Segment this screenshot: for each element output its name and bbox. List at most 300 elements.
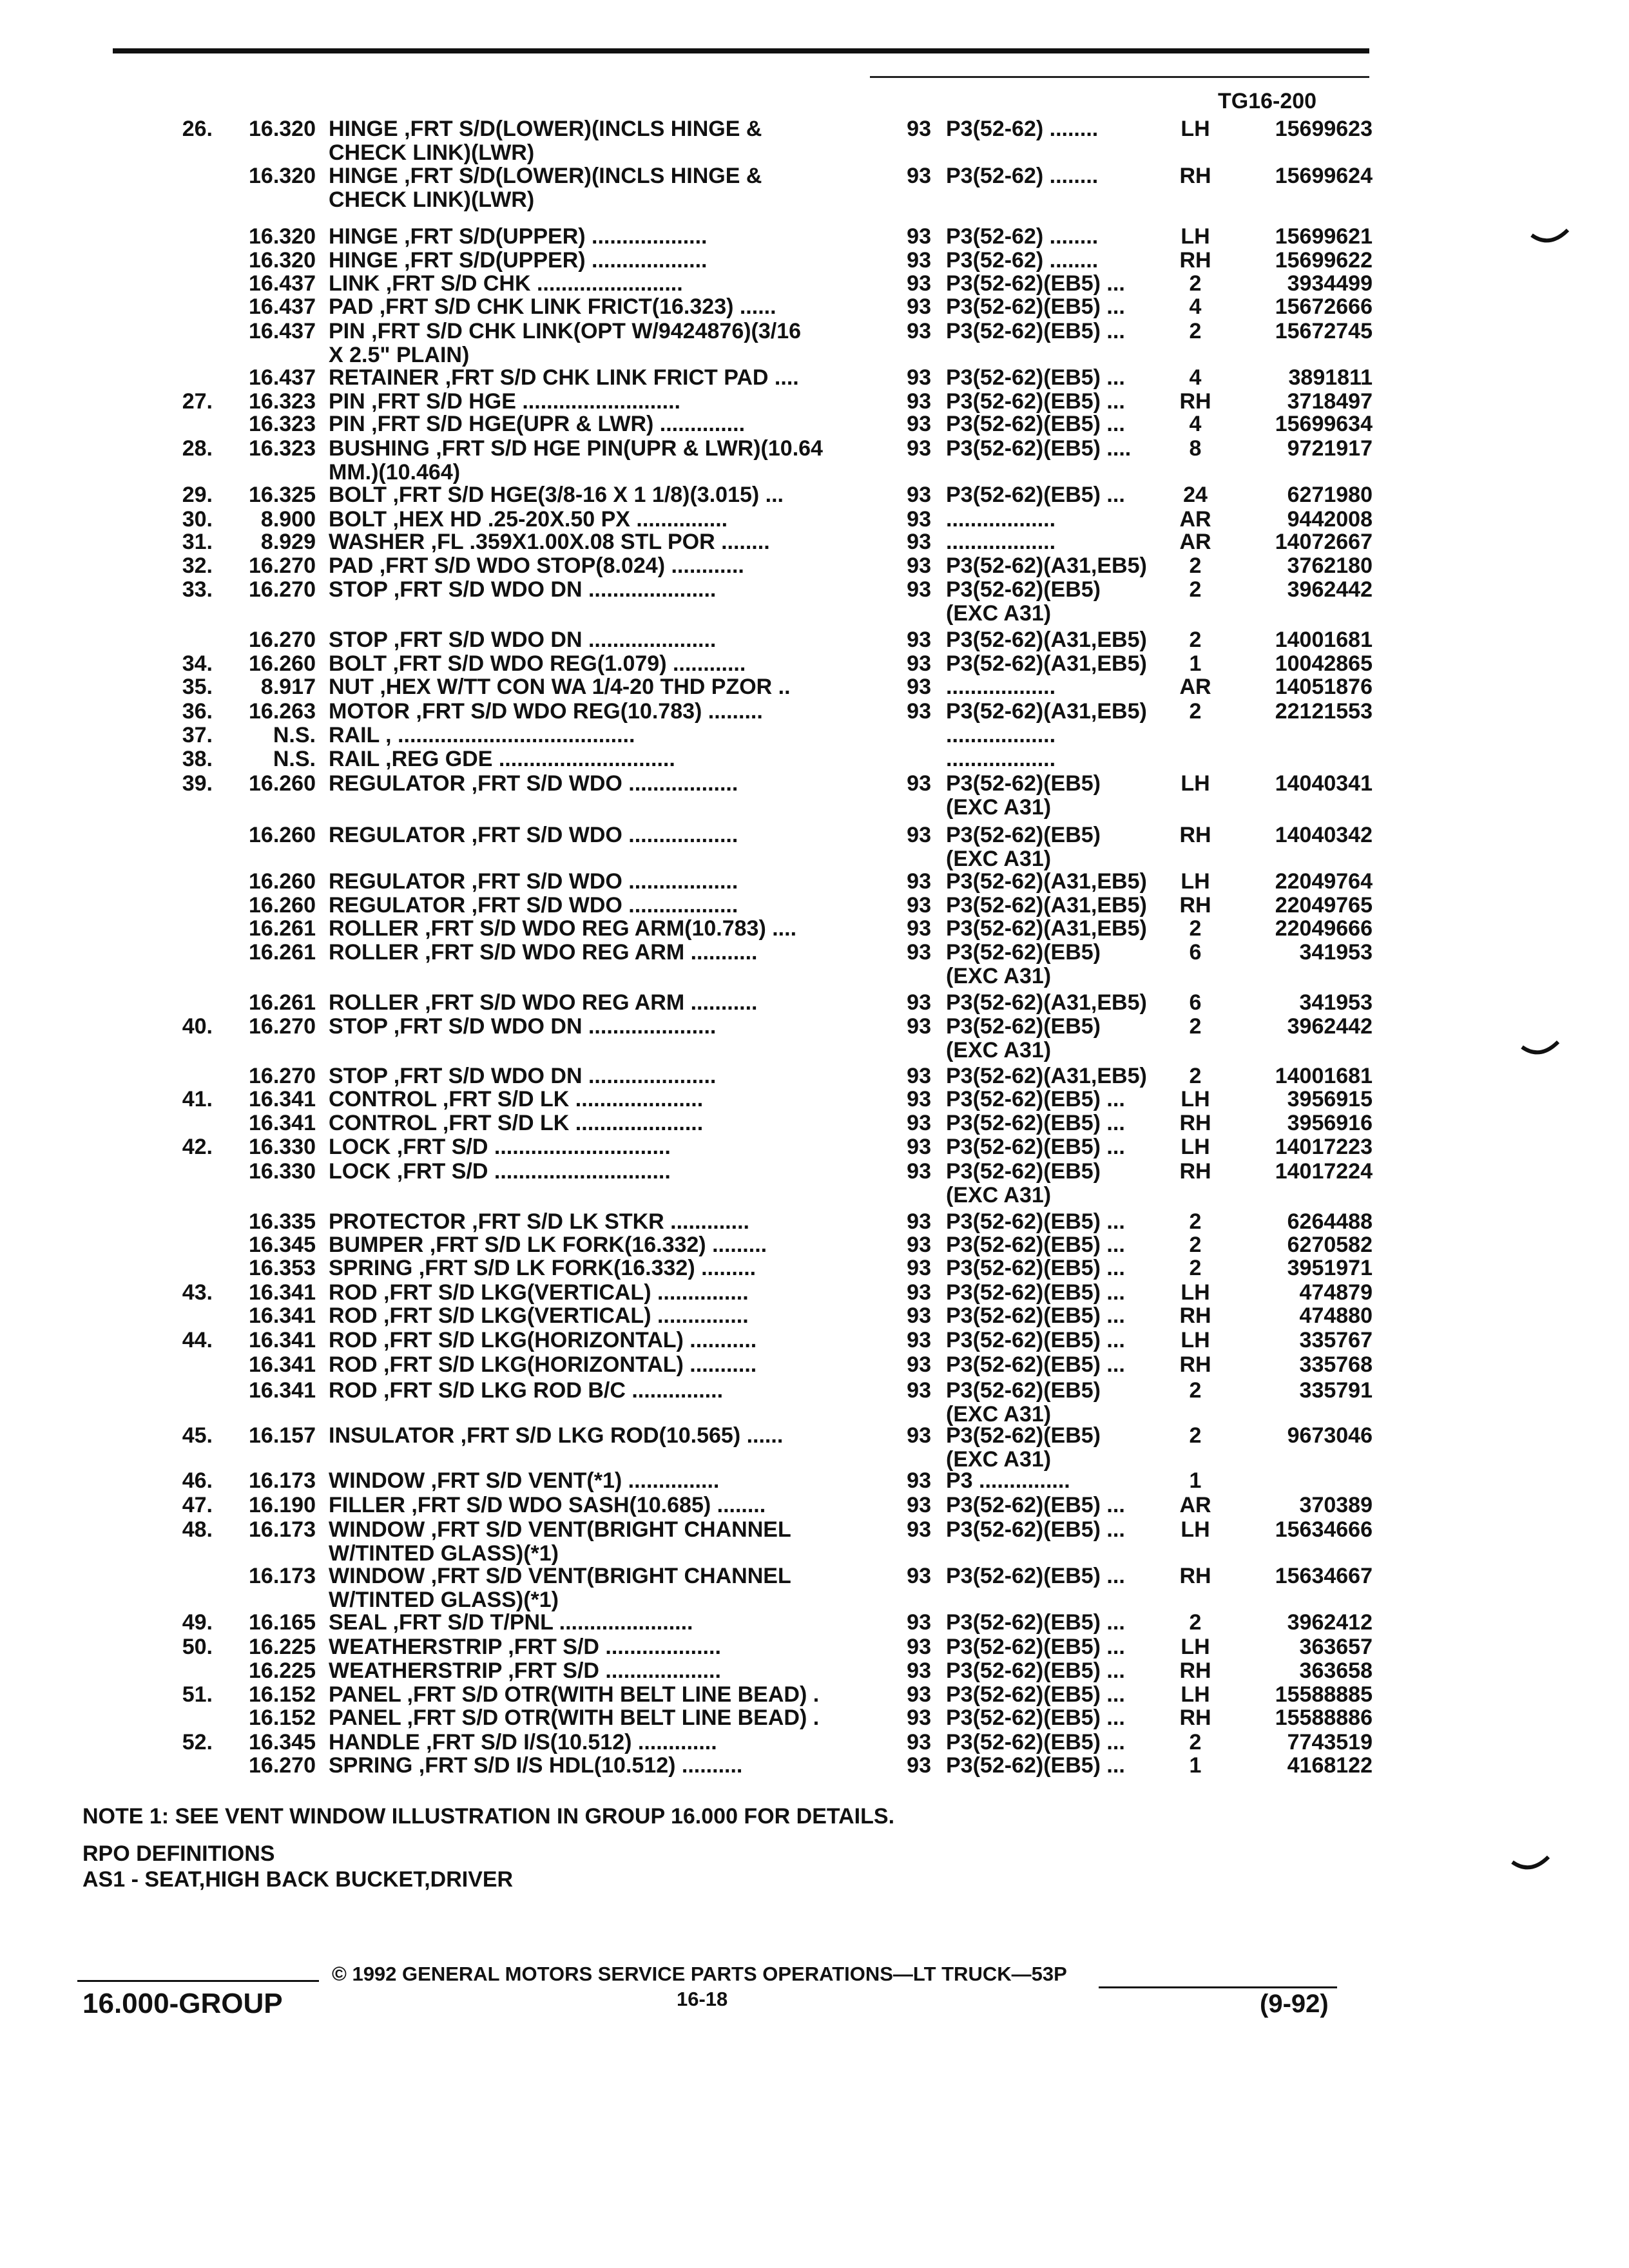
series-usage [946, 295, 1175, 319]
ref-number: 46. [182, 1468, 213, 1493]
series-usage [946, 366, 1175, 390]
part-description [329, 164, 851, 212]
group-number: N.S. [273, 747, 316, 771]
quantity: RH [1179, 389, 1211, 414]
group-number: 16.152 [249, 1682, 316, 1707]
model-code: 93 [907, 1493, 931, 1517]
part-number: 15699621 [1275, 224, 1373, 249]
series-line: .................. [946, 675, 1056, 699]
description-line: WINDOW ,FRT S/D VENT(BRIGHT CHANNEL [329, 1518, 791, 1542]
series-usage [946, 437, 1175, 461]
quantity: 2 [1189, 916, 1202, 941]
description-line: RAIL , ....................................... [329, 724, 635, 747]
series-line: P3(52-62)(EB5) ... [946, 1683, 1125, 1707]
ref-number: 48. [182, 1517, 213, 1542]
group-number: 16.335 [249, 1209, 316, 1234]
description-line: ROLLER ,FRT S/D WDO REG ARM ........... [329, 941, 758, 965]
part-number: 15634666 [1275, 1517, 1373, 1542]
part-description [329, 652, 851, 676]
part-description [329, 1379, 851, 1403]
group-number: 16.325 [249, 483, 316, 507]
description-line: MOTOR ,FRT S/D WDO REG(10.783) ......... [329, 700, 763, 724]
part-number: 10042865 [1275, 651, 1373, 676]
series-line: P3(52-62)(A31,EB5) [946, 652, 1147, 676]
ref-number: 42. [182, 1135, 213, 1159]
part-description [329, 1304, 851, 1328]
part-description [329, 578, 851, 602]
group-number: 8.917 [260, 675, 316, 699]
quantity: 2 [1189, 319, 1202, 343]
series-line: (EXC A31) [946, 1448, 1052, 1472]
quantity: LH [1181, 1682, 1210, 1707]
part-number: 15634667 [1275, 1564, 1373, 1588]
quantity: 2 [1189, 1256, 1202, 1280]
series-line: P3(52-62)(EB5) ... [946, 320, 1125, 343]
part-description [329, 320, 851, 367]
description-line: WEATHERSTRIP ,FRT S/D ................... [329, 1635, 721, 1659]
quantity: AR [1179, 507, 1211, 532]
description-line: REGULATOR ,FRT S/D WDO .................. [329, 823, 738, 847]
series-usage [946, 483, 1175, 507]
series-line: (EXC A31) [946, 1184, 1052, 1207]
model-code: 93 [907, 771, 931, 796]
quantity: LH [1181, 117, 1210, 141]
quantity: RH [1179, 1303, 1211, 1328]
part-description [329, 1683, 851, 1707]
model-code: 93 [907, 164, 931, 188]
part-number: 4168122 [1287, 1753, 1373, 1778]
description-line: ROD ,FRT S/D LKG(HORIZONTAL) ........... [329, 1353, 757, 1377]
series-line: P3(52-62)(A31,EB5) [946, 1064, 1147, 1088]
part-description [329, 412, 851, 436]
quantity: 2 [1189, 1233, 1202, 1257]
series-line: P3(52-62)(A31,EB5) [946, 700, 1147, 724]
part-description [329, 1233, 851, 1257]
quantity: 2 [1189, 1423, 1202, 1448]
quantity: 2 [1189, 1014, 1202, 1039]
model-code: 93 [907, 1233, 931, 1257]
description-line: PROTECTOR ,FRT S/D LK STKR ............. [329, 1210, 749, 1234]
group-number: 16.260 [249, 771, 316, 796]
group-number: 16.190 [249, 1493, 316, 1517]
series-usage [946, 823, 1175, 871]
group-number: 16.320 [249, 117, 316, 141]
series-usage [946, 1233, 1175, 1257]
description-line: PANEL ,FRT S/D OTR(WITH BELT LINE BEAD) . [329, 1706, 820, 1730]
part-number: 6264488 [1287, 1209, 1373, 1234]
part-description [329, 1494, 851, 1517]
series-usage [946, 772, 1175, 820]
group-number: 16.173 [249, 1517, 316, 1542]
description-line: ROLLER ,FRT S/D WDO REG ARM ........... [329, 991, 758, 1015]
part-number: 341953 [1299, 940, 1373, 965]
part-description [329, 1754, 851, 1778]
group-number: N.S. [273, 723, 316, 747]
series-usage [946, 554, 1175, 578]
group-number: 16.152 [249, 1706, 316, 1730]
part-number: 14001681 [1275, 1064, 1373, 1088]
quantity: 1 [1189, 1468, 1202, 1493]
part-description [329, 1160, 851, 1184]
group-number: 16.270 [249, 1753, 316, 1778]
group-number: 16.345 [249, 1730, 316, 1754]
model-code: 93 [907, 1014, 931, 1039]
quantity: RH [1179, 823, 1211, 847]
series-usage [946, 1379, 1175, 1427]
description-line: RETAINER ,FRT S/D CHK LINK FRICT PAD .... [329, 366, 799, 390]
description-line: PAD ,FRT S/D WDO STOP(8.024) ............ [329, 554, 744, 578]
description-line: WEATHERSTRIP ,FRT S/D ................... [329, 1659, 721, 1683]
quantity: LH [1181, 771, 1210, 796]
description-line: ROD ,FRT S/D LKG(VERTICAL) ............... [329, 1304, 749, 1328]
group-number: 16.341 [249, 1328, 316, 1352]
binder-mark-icon [1530, 229, 1569, 248]
series-line: P3(52-62)(EB5) ... [946, 1329, 1125, 1352]
group-number: 16.320 [249, 164, 316, 188]
part-number: 3962442 [1287, 1014, 1373, 1039]
part-number: 22049764 [1275, 869, 1373, 894]
series-usage [946, 1518, 1175, 1542]
part-description [329, 117, 851, 165]
part-description [329, 508, 851, 532]
part-description [329, 272, 851, 296]
model-code: 93 [907, 1517, 931, 1542]
quantity: 2 [1189, 699, 1202, 724]
ref-number: 34. [182, 651, 213, 676]
series-usage [946, 272, 1175, 296]
part-description [329, 991, 851, 1015]
part-number: 341953 [1299, 990, 1373, 1015]
series-line: P3(52-62)(EB5) ... [946, 1256, 1125, 1280]
series-line: P3(52-62)(EB5) [946, 823, 1101, 847]
page-code: TG16-200 [1218, 89, 1317, 113]
quantity: LH [1181, 1635, 1210, 1659]
model-code: 93 [907, 577, 931, 602]
model-code: 93 [907, 823, 931, 847]
quantity: RH [1179, 1352, 1211, 1377]
description-line: CONTROL ,FRT S/D LK ..................... [329, 1088, 704, 1111]
series-usage [946, 1329, 1175, 1352]
series-line: (EXC A31) [946, 796, 1052, 820]
part-description [329, 295, 851, 319]
series-usage [946, 1256, 1175, 1280]
footer-date: (9-92) [1260, 1990, 1329, 2018]
part-description [329, 366, 851, 390]
part-number: 14017224 [1275, 1159, 1373, 1184]
part-number: 9673046 [1287, 1423, 1373, 1448]
group-number: 16.270 [249, 1014, 316, 1039]
ref-number: 37. [182, 723, 213, 747]
series-usage [946, 652, 1175, 676]
series-line: P3(52-62)(EB5) [946, 1015, 1101, 1039]
part-description [329, 1469, 851, 1493]
ref-number: 29. [182, 483, 213, 507]
series-usage [946, 1635, 1175, 1659]
ref-number: 36. [182, 699, 213, 724]
ref-number: 28. [182, 436, 213, 461]
series-line: P3(52-62)(A31,EB5) [946, 991, 1147, 1015]
part-number: 6270582 [1287, 1233, 1373, 1257]
description-line: W/TINTED GLASS)(*1) [329, 1542, 559, 1566]
part-description [329, 1329, 851, 1352]
part-number: 14072667 [1275, 530, 1373, 554]
series-line: P3(52-62)(EB5) ... [946, 412, 1125, 436]
rpo-definitions-title: RPO DEFINITIONS [82, 1841, 275, 1866]
series-usage [946, 1494, 1175, 1517]
group-number: 8.900 [260, 507, 316, 532]
ref-number: 33. [182, 577, 213, 602]
description-line: ROD ,FRT S/D LKG ROD B/C ............... [329, 1379, 724, 1403]
series-usage [946, 675, 1175, 699]
series-line: P3(52-62)(EB5) [946, 1379, 1101, 1403]
part-number: 474880 [1299, 1303, 1373, 1328]
group-number: 16.270 [249, 1064, 316, 1088]
part-description [329, 1015, 851, 1039]
part-number: 9721917 [1287, 436, 1373, 461]
group-number: 16.157 [249, 1423, 316, 1448]
model-code: 93 [907, 436, 931, 461]
part-number: 15699623 [1275, 117, 1373, 141]
part-number: 3891811 [1288, 365, 1373, 390]
series-line: P3(52-62)(EB5) ... [946, 1210, 1125, 1234]
description-line: LOCK ,FRT S/D ............................. [329, 1160, 671, 1184]
series-usage [946, 1731, 1175, 1754]
notes-section [82, 1801, 894, 1892]
series-usage [946, 1111, 1175, 1135]
description-line: FILLER ,FRT S/D WDO SASH(10.685) ........ [329, 1494, 766, 1517]
model-code: 93 [907, 1730, 931, 1754]
model-code: 93 [907, 1135, 931, 1159]
model-code: 93 [907, 1328, 931, 1352]
group-number: 16.323 [249, 436, 316, 461]
part-description [329, 1111, 851, 1135]
quantity: 8 [1189, 436, 1202, 461]
model-code: 93 [907, 699, 931, 724]
description-line: INSULATOR ,FRT S/D LKG ROD(10.565) ...... [329, 1424, 784, 1448]
series-usage [946, 1304, 1175, 1328]
group-number: 16.345 [249, 1233, 316, 1257]
group-number: 16.437 [249, 271, 316, 296]
quantity: RH [1179, 1564, 1211, 1588]
ref-number: 40. [182, 1014, 213, 1039]
binder-mark-icon [1521, 1041, 1559, 1060]
description-line: BOLT ,FRT S/D WDO REG(1.079) ............ [329, 652, 746, 676]
model-code: 93 [907, 1610, 931, 1635]
part-number: 3934499 [1287, 271, 1373, 296]
model-code: 93 [907, 271, 931, 296]
model-code: 93 [907, 940, 931, 965]
description-line: CHECK LINK)(LWR) [329, 141, 535, 165]
series-line: .................. [946, 747, 1056, 771]
series-line: P3(52-62)(A31,EB5) [946, 870, 1147, 894]
group-number: 16.323 [249, 389, 316, 414]
group-number: 16.437 [249, 294, 316, 319]
quantity: AR [1179, 530, 1211, 554]
series-line: P3(52-62)(EB5) ... [946, 1518, 1125, 1542]
group-number: 16.330 [249, 1159, 316, 1184]
part-description [329, 249, 851, 273]
part-number: 22121553 [1275, 699, 1373, 724]
series-line: (EXC A31) [946, 602, 1052, 626]
model-code: 93 [907, 1111, 931, 1135]
series-line: .................. [946, 724, 1056, 747]
group-number: 16.261 [249, 916, 316, 941]
series-usage [946, 117, 1175, 141]
footer-rule-left [77, 1980, 319, 1982]
part-number: 14051876 [1275, 675, 1373, 699]
series-usage [946, 700, 1175, 724]
part-description [329, 437, 851, 485]
part-number: 3718497 [1287, 389, 1373, 414]
quantity: RH [1179, 893, 1211, 918]
quantity: LH [1181, 1517, 1210, 1542]
description-line: STOP ,FRT S/D WDO DN ..................... [329, 1015, 717, 1039]
description-line: SPRING ,FRT S/D I/S HDL(10.512) .......... [329, 1754, 743, 1778]
quantity: RH [1179, 164, 1211, 188]
part-number: 15699624 [1275, 164, 1373, 188]
part-number: 370389 [1299, 1493, 1373, 1517]
quantity: 2 [1189, 577, 1202, 602]
quantity: 2 [1189, 1064, 1202, 1088]
model-code: 93 [907, 916, 931, 941]
series-usage [946, 1683, 1175, 1707]
part-description [329, 724, 851, 747]
description-line: BOLT ,HEX HD .25-20X.50 PX ............... [329, 508, 728, 532]
group-number: 16.261 [249, 990, 316, 1015]
ref-number: 38. [182, 747, 213, 771]
group-number: 16.353 [249, 1256, 316, 1280]
series-line: P3(52-62)(EB5) ... [946, 1706, 1125, 1730]
ref-number: 44. [182, 1328, 213, 1352]
series-line: .................. [946, 530, 1056, 554]
series-line: .................. [946, 508, 1056, 532]
series-line: (EXC A31) [946, 847, 1052, 871]
part-description [329, 225, 851, 249]
footer-rule-right [1099, 1986, 1337, 1988]
model-code: 93 [907, 1303, 931, 1328]
part-number: 15588885 [1275, 1682, 1373, 1707]
quantity: 2 [1189, 271, 1202, 296]
part-description [329, 1135, 851, 1159]
description-line: REGULATOR ,FRT S/D WDO .................. [329, 894, 738, 918]
part-description [329, 747, 851, 771]
model-code: 93 [907, 483, 931, 507]
ref-number: 32. [182, 553, 213, 578]
quantity: RH [1179, 1159, 1211, 1184]
series-usage [946, 1659, 1175, 1683]
series-usage [946, 1353, 1175, 1377]
series-line: (EXC A31) [946, 1039, 1052, 1062]
model-code: 93 [907, 1378, 931, 1403]
part-number: 22049765 [1275, 893, 1373, 918]
description-line: REGULATOR ,FRT S/D WDO .................. [329, 870, 738, 894]
ref-number: 41. [182, 1087, 213, 1111]
part-number: 3962412 [1287, 1610, 1373, 1635]
model-code: 93 [907, 1064, 931, 1088]
series-line: P3(52-62)(EB5) ... [946, 272, 1125, 296]
quantity: LH [1181, 1135, 1210, 1159]
footer-copyright: © 1992 GENERAL MOTORS SERVICE PARTS OPERATIONS—LT TRUCK—53P [332, 1963, 1067, 1985]
model-code: 93 [907, 1256, 931, 1280]
series-line: (EXC A31) [946, 965, 1052, 988]
model-code: 93 [907, 1658, 931, 1683]
description-line: PIN ,FRT S/D HGE(UPR & LWR) .............. [329, 412, 746, 436]
part-description [329, 1706, 851, 1730]
part-number: 6271980 [1287, 483, 1373, 507]
ref-number: 49. [182, 1610, 213, 1635]
description-line: CONTROL ,FRT S/D LK ..................... [329, 1111, 704, 1135]
part-number: 3962442 [1287, 577, 1373, 602]
quantity: 2 [1189, 1730, 1202, 1754]
part-number: 335768 [1299, 1352, 1373, 1377]
series-usage [946, 1469, 1175, 1493]
description-line: WASHER ,FL .359X1.00X.08 STL POR ........ [329, 530, 770, 554]
group-number: 8.929 [260, 530, 316, 554]
binder-mark-icon [1511, 1856, 1550, 1875]
model-code: 93 [907, 675, 931, 699]
series-line: (EXC A31) [946, 1403, 1052, 1427]
part-description [329, 870, 851, 894]
model-code: 93 [907, 869, 931, 894]
series-line: P3(52-62)(EB5) ... [946, 1135, 1125, 1159]
quantity: 4 [1189, 294, 1202, 319]
note-1: NOTE 1: SEE VENT WINDOW ILLUSTRATION IN GROUP 16.000 FOR DETAILS. [82, 1804, 895, 1829]
part-description [329, 894, 851, 918]
description-line: W/TINTED GLASS)(*1) [329, 1588, 559, 1612]
series-line: P3(52-62)(EB5) ... [946, 1494, 1125, 1517]
model-code: 93 [907, 1753, 931, 1778]
quantity: 24 [1183, 483, 1208, 507]
group-number: 16.173 [249, 1468, 316, 1493]
group-number: 16.260 [249, 869, 316, 894]
quantity: 1 [1189, 1753, 1202, 1778]
part-description [329, 1564, 851, 1612]
part-description [329, 1731, 851, 1754]
part-description [329, 530, 851, 554]
description-line: BUSHING ,FRT S/D HGE PIN(UPR & LWR)(10.64 [329, 437, 823, 461]
group-number: 16.263 [249, 699, 316, 724]
ref-number: 51. [182, 1682, 213, 1707]
series-line: P3(52-62)(EB5) [946, 1160, 1101, 1184]
model-code: 93 [907, 1682, 931, 1707]
model-code: 93 [907, 530, 931, 554]
part-number: 335767 [1299, 1328, 1373, 1352]
model-code: 93 [907, 224, 931, 249]
model-code: 93 [907, 1209, 931, 1234]
part-number: 474879 [1299, 1280, 1373, 1305]
group-number: 16.261 [249, 940, 316, 965]
part-description [329, 941, 851, 965]
part-description [329, 390, 851, 414]
model-code: 93 [907, 319, 931, 343]
ref-number: 27. [182, 389, 213, 414]
model-code: 93 [907, 628, 931, 652]
description-line: PANEL ,FRT S/D OTR(WITH BELT LINE BEAD) . [329, 1683, 820, 1707]
quantity: 2 [1189, 553, 1202, 578]
part-number: 14040341 [1275, 771, 1373, 796]
series-usage [946, 894, 1175, 918]
quantity: LH [1181, 224, 1210, 249]
ref-number: 45. [182, 1423, 213, 1448]
ref-number: 39. [182, 771, 213, 796]
model-code: 93 [907, 1706, 931, 1730]
part-description [329, 1518, 851, 1566]
series-line: P3(52-62)(EB5) [946, 578, 1101, 602]
quantity: RH [1179, 1111, 1211, 1135]
part-description [329, 1281, 851, 1305]
series-usage [946, 917, 1175, 941]
series-line: P3(52-62)(EB5) ... [946, 1353, 1125, 1377]
